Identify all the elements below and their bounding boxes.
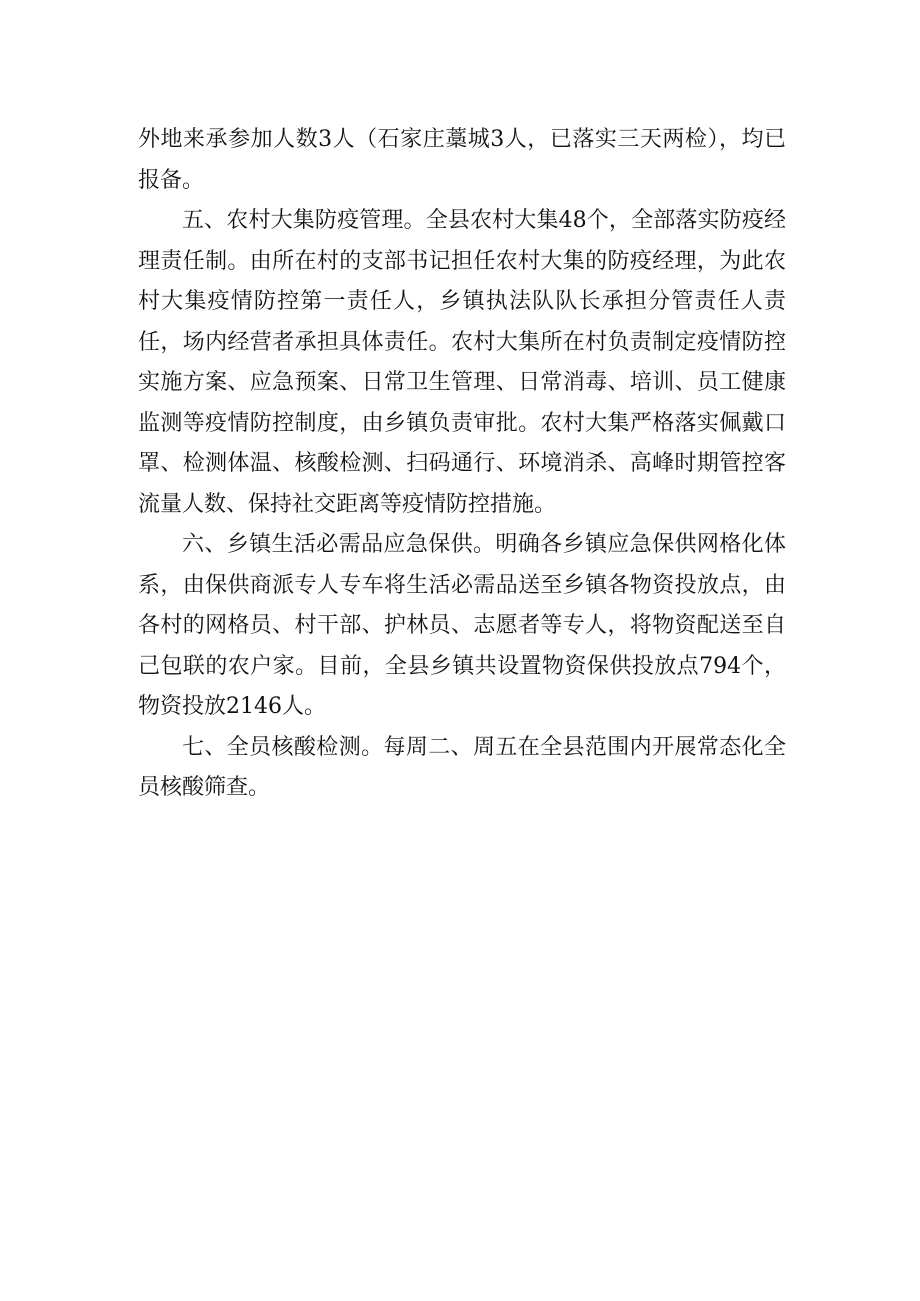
paragraph-nucleic-acid-testing: 七、全员核酸检测。每周二、周五在全县范围内开展常态化全员核酸筛查。 [138,734,786,800]
paragraph-township-supply: 六、乡镇生活必需品应急保供。明确各乡镇应急保供网格化体系，由保供商派专人专车将生活必需品送至乡镇各物资投放点，由各村的网格员、村干部、护林员、志愿者等专人，将物资配送至自己包联的农户家。目前，全县乡镇共设置物资保供投放点794个，物资投放2146人。 [138,532,786,719]
paragraph-continuation: 外地来承参加人数3人（石家庄藁城3人，已落实三天两检），均已报备。 [138,127,786,193]
paragraph-rural-market-management: 五、农村大集防疫管理。全县农村大集48个，全部落实防疫经理责任制。由所在村的支部书记担任农村大集的防疫经理，为此农村大集疫情防控第一责任人，乡镇执法队队长承担分管责任人责任，场内经营者承担具体责任。农村大集所在村负责制定疫情防控实施方案、应急预案、日常卫生管理、日常消毒、培训、员工健康监测等疫情防控制度，由乡镇负责审批。农村大集严格落实佩戴口罩、检测体温、核酸检测、扫码通行、环境消杀、高峰时期管控客流量人数、保持社交距离等疫情防控措施。 [138,208,786,517]
document-body [138,120,786,809]
